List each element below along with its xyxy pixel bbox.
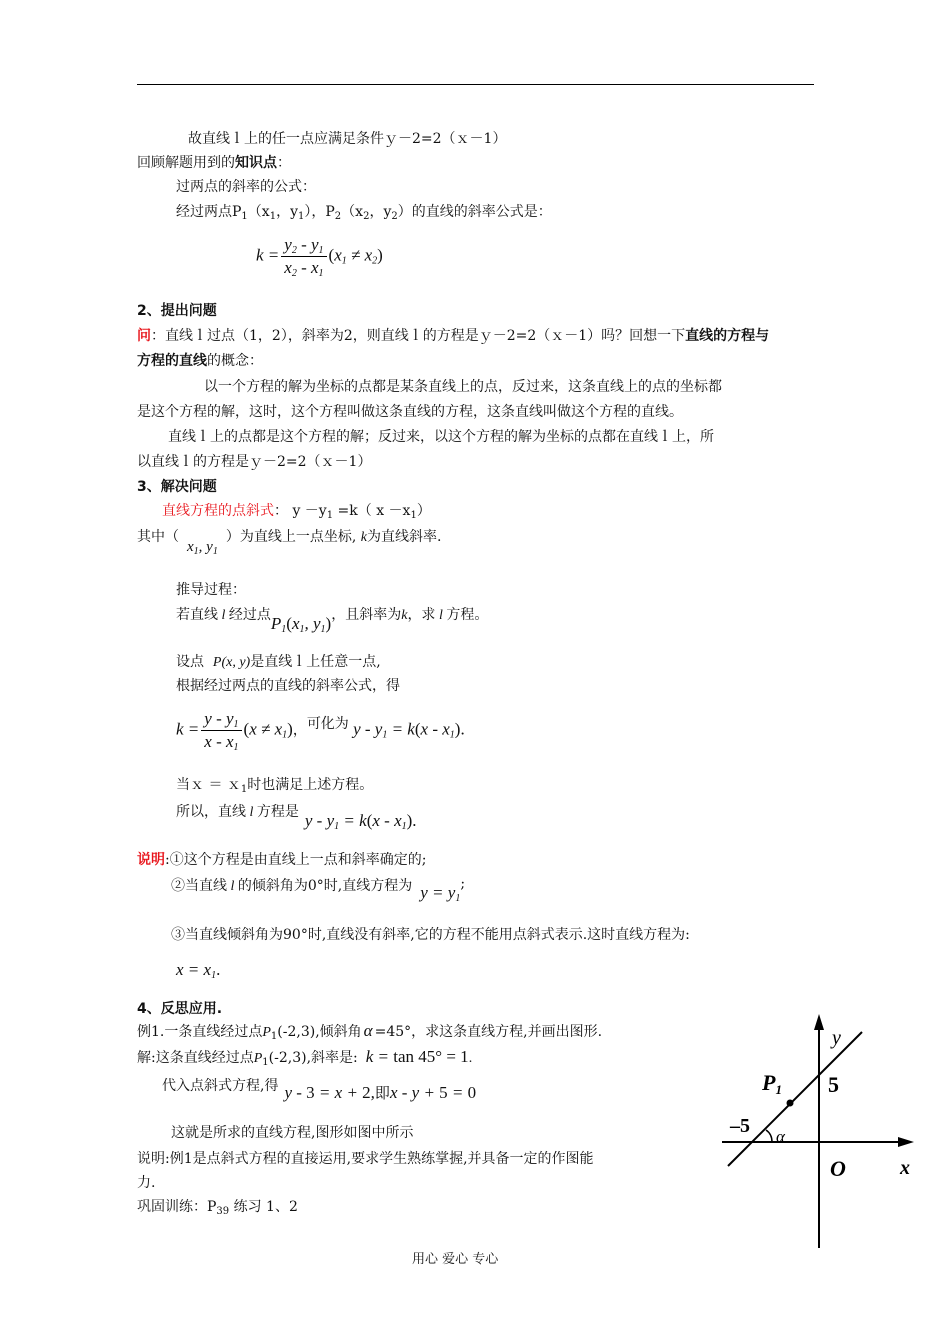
sol-point: (-2,3),斜率是: <box>268 1050 358 1066</box>
angle-label: α <box>776 1127 785 1146</box>
knowledge-point: 知识点 <box>235 155 277 171</box>
x-axis-arrow-icon <box>898 1137 914 1147</box>
if-pre: 若直线 <box>176 607 218 623</box>
x-axis-label: x <box>900 1157 910 1179</box>
point-p1 <box>787 1100 794 1107</box>
line-practice: 巩固训练：$P_{39}$ 练习 1、2 <box>137 1199 298 1217</box>
line-two-points: 经过两点$P_1(x_1$，$y_1$），$P_2(x_2$，$y_2$）的直线的斜率公式是： <box>176 204 552 222</box>
note2-pre: ②当直线 <box>171 878 227 894</box>
line-explanation-2: 以直线ｌ的方程是ｙ－2=2（ｘ－1） <box>137 454 372 470</box>
ex1-point: (-2,3),倾斜角 <box>277 1024 362 1040</box>
line-solution: 解:这条直线经过点$P_1(-2,3)$,斜率是: k = tan 45° = 1. <box>137 1047 473 1068</box>
y-tick-label: 5 <box>828 1072 839 1097</box>
if-mid: 经过点 <box>228 607 271 623</box>
question-bold-1: 直线的方程与 <box>685 328 770 344</box>
line-explanation-1: 直线ｌ上的点都是这个方程的解；反过来，以这个方程的解为坐标的点都在直线ｌ上，所 <box>168 429 714 445</box>
example-figure <box>712 1010 922 1255</box>
line-slope-formula-title: 过两点的斜率的公式： <box>176 179 316 195</box>
y-axis-arrow-icon <box>814 1014 824 1030</box>
header-rule <box>137 84 814 85</box>
section-4-heading: 4、反思应用. <box>137 1001 223 1017</box>
if-end: ，求 <box>407 607 436 623</box>
line-when: 当ｘ ＝ ｘ$_1$时也满足上述方程。 <box>176 777 374 795</box>
line-derive: 推导过程： <box>176 582 246 598</box>
vertical-line-equation: $x = x_1$. <box>176 960 221 981</box>
line-point-slope: 直线方程的点斜式： $y -y_1 =k$（ $x -x_1$） <box>162 503 431 521</box>
line-where: 其中（$x_1$, $y_1$）为直线上一点坐标, k为直线斜率. <box>137 529 442 557</box>
line-this-is: 这就是所求的直线方程,图形如图中所示 <box>171 1125 414 1141</box>
x-tick-label: –5 <box>730 1115 750 1137</box>
set-pre: 设点 <box>176 654 204 670</box>
example-line <box>728 1032 862 1166</box>
ex1-post: =45°，求这条直线方程,并画出图形. <box>374 1024 603 1040</box>
set-post: 是直线ｌ上任意一点, <box>250 654 381 670</box>
line-set-point: 设点 P(x, y)是直线ｌ上任意一点, <box>176 654 381 670</box>
note-label: 说明 <box>137 852 165 868</box>
line-question-2 <box>137 352 263 370</box>
line-review <box>137 154 291 172</box>
where-pre: 其中（ <box>137 529 179 545</box>
line-substitute: 代入点斜式方程,得 y - 3 = x + 2,即x - y + 5 = 0 <box>162 1078 477 1102</box>
line-definition-2: 是这个方程的解，这时，这个方程叫做这条直线的方程，这条直线叫做这个方程的直线。 <box>137 404 683 420</box>
if-post: ，且斜率为 <box>331 607 402 623</box>
line-explain-b: 力. <box>137 1175 156 1191</box>
point-label: P1 <box>762 1070 782 1097</box>
where-post: ）为直线上一点坐标, <box>225 529 357 545</box>
line-note-2: ②当直线 l 的倾斜角为0°时,直线方程为 $y = y_1$; <box>171 876 466 904</box>
y-axis-label: y <box>832 1027 841 1049</box>
line-condition: 故直线ｌ上的任一点应满足条件ｙ－2=2（ｘ－1） <box>188 131 507 147</box>
question-label: 问 <box>137 328 151 344</box>
line-explain-a: 说明:例1是点斜式方程的直接运用,要求学生熟练掌握,并具备一定的作图能 <box>137 1151 594 1167</box>
review-colon: ： <box>277 155 291 171</box>
angle-arc <box>766 1130 772 1142</box>
line-note-3: ③当直线倾斜角为90°时,直线没有斜率,它的方程不能用点斜式表示.这时直线方程为: <box>171 927 690 943</box>
note2-post: 的倾斜角为0°时,直线方程为 <box>237 878 413 894</box>
question-tail: 的概念： <box>207 353 263 369</box>
line-by-formula: 根据经过两点的直线的斜率公式，得 <box>176 678 400 694</box>
line-question <box>137 327 769 345</box>
can-be-written: 可化为 <box>306 716 349 733</box>
ex1-pre: 例1.一条直线经过点 <box>137 1024 263 1040</box>
review-text: 回顾解题用到的 <box>137 155 235 171</box>
line-definition-1: 以一个方程的解为坐标的点都是某条直线上的点，反过来，这条直线上的点的坐标都 <box>204 379 722 395</box>
so-pre: 所以，直线 <box>176 804 246 820</box>
line-note-1 <box>137 851 426 869</box>
so-post: 方程是 <box>256 804 299 820</box>
slope-formula: k = $\frac{y_2 - y_1}{x_2 - x_1}$ $(x_1 \ne x_2)$ <box>256 235 383 279</box>
section-3-heading: 3、解决问题 <box>137 479 217 495</box>
origin-label: O <box>830 1156 846 1181</box>
line-so: 所以，直线 l 方程是 $y - y_1 = k(x - x_1)$. <box>176 804 417 832</box>
if-fin: 方程。 <box>446 607 489 623</box>
where-k: 为直线斜率. <box>366 529 442 545</box>
substitute-text: 代入点斜式方程,得 <box>162 1078 279 1094</box>
question-text: ：直线ｌ过点（1，2），斜率为2，则直线ｌ的方程是ｙ－2=2（ｘ－1）吗？回想一下 <box>151 328 686 344</box>
note-1-text: :①这个方程是由直线上一点和斜率确定的; <box>165 852 427 868</box>
point-slope-label: 直线方程的点斜式 <box>162 503 274 519</box>
sol-pre: 解:这条直线经过点 <box>137 1050 254 1066</box>
derived-slope-equation: k = $\frac{y - y_1}{x - x_1}$ $(x \ne x_1)$，$^{可化为}$ $y - y_1 = k(x - x_1)$. <box>176 709 465 753</box>
page-footer: 用心 爱心 专心 <box>412 1252 499 1267</box>
section-2-heading: 2、提出问题 <box>137 303 217 319</box>
line-if: 若直线 l 经过点$P_1(x_1$, $y_1$)，且斜率为k，求 l 方程。 <box>176 607 489 635</box>
question-bold-2: 方程的直线 <box>137 353 207 369</box>
line-example-1: 例1.一条直线经过点$P_1(-2,3)$,倾斜角 α =45°，求这条直线方程,并画出图形. <box>137 1021 603 1042</box>
